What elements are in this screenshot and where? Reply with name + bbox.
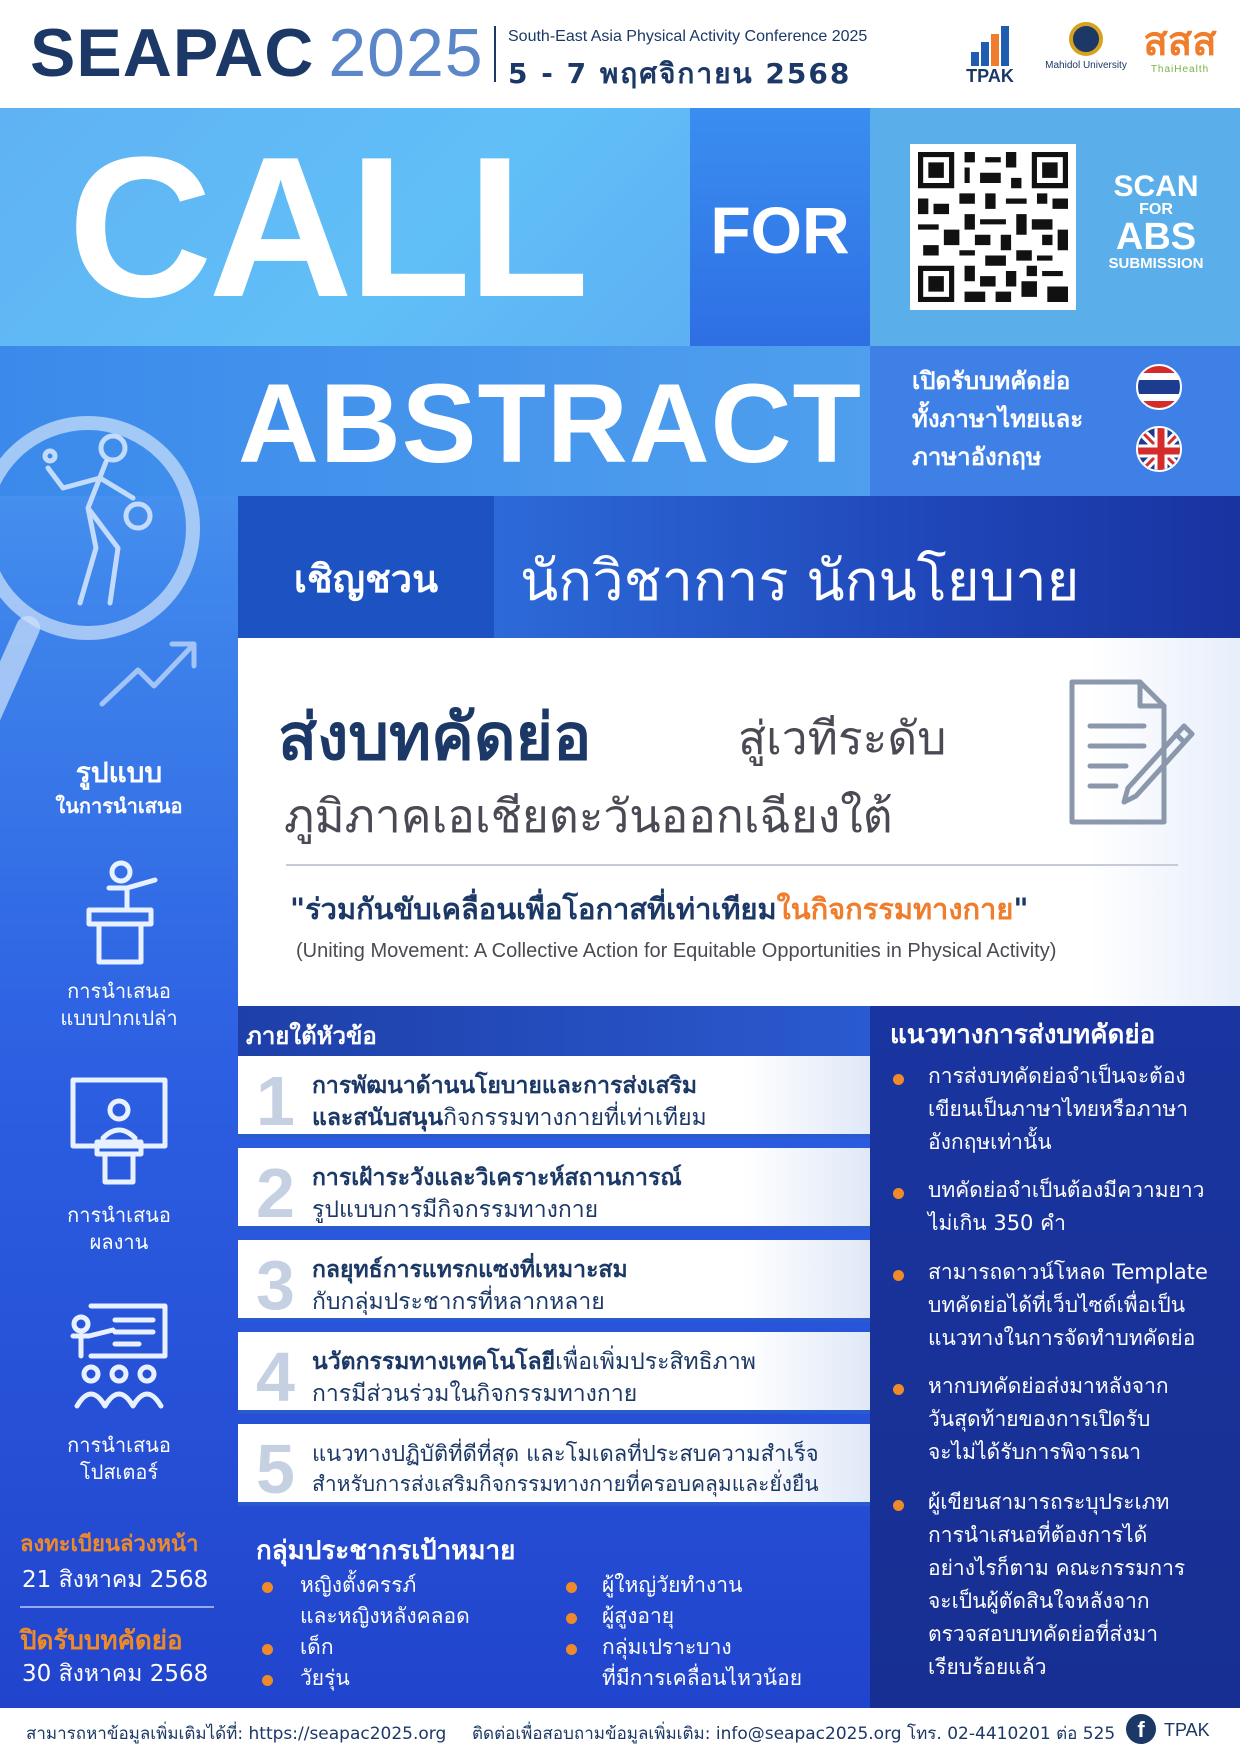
facebook-page-name[interactable]: TPAK (1164, 1720, 1210, 1740)
call-heading: CALL (68, 116, 586, 339)
topic-line1: แนวทางปฏิบัติที่ดีที่สุด และโมเดลที่ประสบความสำเร็จ (312, 1442, 819, 1467)
topic-line1: การพัฒนาด้านนโยบายและการส่งเสริม (312, 1073, 698, 1099)
qr-code-icon (918, 152, 1068, 302)
close-date: 30 สิงหาคม 2568 (22, 1661, 209, 1687)
bullet-dot (566, 1582, 577, 1593)
guideline-item-3: สามารถดาวน์โหลด Template บทคัดย่อได้ที่เว็บไซต์เพื่อเป็น แนวทางในการจัดทำบทคัดย่อ (928, 1260, 1208, 1350)
deadline-divider (20, 1606, 214, 1608)
qr-code[interactable] (910, 144, 1076, 310)
close-label: ปิดรับบทคัดย่อ (20, 1626, 183, 1656)
poster-audience-icon (69, 1302, 169, 1412)
footer-contact[interactable]: ติดต่อเพื่อสอบถามข้อมูลเพิ่มเติม: info@seapac2025.org โทร. 02-4410201 ต่อ 525 (472, 1724, 1116, 1744)
trend-arrow-icon (98, 636, 202, 708)
target-item: และหญิงหลังคลอด (300, 1604, 470, 1628)
headline-rest: สู่เวทีระดับ (738, 711, 947, 765)
topic-line2: สำหรับการส่งเสริมกิจกรรมทางกายที่ครอบคลุมและยั่งยืน (312, 1472, 819, 1496)
target-item: ผู้สูงอายุ (602, 1604, 675, 1628)
guidelines-title: แนวทางการส่งบทคัดย่อ (890, 1020, 1156, 1050)
facebook-icon[interactable]: f (1126, 1714, 1156, 1744)
formats-title: รูปแบบ ในการนำเสนอ (55, 756, 183, 818)
target-item: วัยรุ่น (300, 1666, 350, 1690)
bullet-dot (262, 1644, 273, 1655)
abstract-heading: ABSTRACT (238, 361, 862, 486)
target-item: เด็ก (300, 1635, 334, 1659)
guideline-item-1: การส่งบทคัดย่อจำเป็นจะต้อง เขียนเป็นภาษาไทยหรือภาษา อังกฤษเท่านั้น (928, 1064, 1189, 1154)
format-presentation-label: การนำเสนอ ผลงาน (67, 1203, 171, 1254)
headline-bold: ส่งบทคัดย่อ (278, 701, 592, 775)
thaihealth-logo: สสส ThaiHealth (1143, 20, 1217, 75)
uk-flag-icon (1136, 426, 1182, 472)
topic-line2: การมีส่วนร่วมในกิจกรรมทางกาย (312, 1381, 638, 1407)
bullet-dot (893, 1188, 904, 1199)
topic-number: 1 (256, 1062, 295, 1140)
registration-label: ลงทะเบียนล่วงหน้า (20, 1532, 199, 1557)
presenter-podium-icon (69, 858, 169, 968)
slogan-thai: "ร่วมกันขับเคลื่อนเพื่อโอกาสที่เท่าเทียมในกิจกรรมทางกาย" (290, 892, 1029, 926)
targets-title: กลุ่มประชากรเป้าหมาย (256, 1536, 516, 1566)
language-note: เปิดรับบทคัดย่อ ทั้งภาษาไทยและ ภาษาอังกฤษ (912, 367, 1084, 471)
topic-line1: การเฝ้าระวังและวิเคราะห์สถานการณ์ (312, 1165, 682, 1191)
format-oral-label: การนำเสนอ แบบปากเปล่า (60, 979, 178, 1030)
conference-name: South-East Asia Physical Activity Conference 2025 (508, 28, 868, 45)
topic-number: 5 (256, 1430, 295, 1508)
guideline-item-4: หากบทคัดย่อส่งมาหลังจาก วันสุดท้ายของการเปิดรับ จะไม่ได้รับการพิจารณา (928, 1374, 1169, 1464)
topic-number: 4 (256, 1338, 295, 1416)
conference-date: 5 - 7 พฤศจิกายน 2568 (508, 57, 852, 90)
screen-presenter-icon (69, 1076, 169, 1186)
bullet-dot (566, 1644, 577, 1655)
topics-title: ภายใต้หัวข้อ (246, 1022, 377, 1050)
invite-audience: นักวิชาการ นักนโยบาย (520, 549, 1080, 614)
topic-number: 3 (256, 1246, 295, 1324)
guideline-item-2: บทคัดย่อจำเป็นต้องมีความยาว ไม่เกิน 350 คำ (928, 1178, 1205, 1235)
topic-line2: กับกลุ่มประชากรที่หลากหลาย (312, 1289, 605, 1315)
mahidol-logo: Mahidol University (1043, 22, 1129, 92)
target-item: ที่มีการเคลื่อนไหวน้อย (602, 1666, 803, 1690)
footer-website[interactable]: สามารถหาข้อมูลเพิ่มเติมได้ที่: https://seapac2025.org (26, 1724, 447, 1744)
bullet-dot (893, 1074, 904, 1085)
format-poster-label: การนำเสนอ โปสเตอร์ (67, 1433, 171, 1484)
guideline-item-5: ผู้เขียนสามารถระบุประเภท การนำเสนอที่ต้องการได้ อย่างไรก็ตาม คณะกรรมการ จะเป็นผู้ตัดสินใจหลังจาก ตรวจสอบบทคัดย่อที่ส่งมา เรียบร้อยแล้ว (928, 1490, 1186, 1679)
thai-flag-icon (1136, 364, 1182, 410)
headline-divider (286, 864, 1178, 866)
bullet-dot (893, 1500, 904, 1511)
brand-logo: SEAPAC 2025 (30, 15, 484, 91)
topic-line2: และสนับสนุนกิจกรรมทางกายที่เท่าเทียม (312, 1105, 707, 1131)
topic-line2: รูปแบบการมีกิจกรรมทางกาย (312, 1197, 599, 1223)
registration-date: 21 สิงหาคม 2568 (22, 1567, 209, 1593)
target-item: ผู้ใหญ่วัยทำงาน (602, 1573, 743, 1597)
target-item: หญิงตั้งครรภ์ (300, 1573, 417, 1597)
headline-line2: ภูมิภาคเอเชียตะวันออกเฉียงใต้ (284, 789, 893, 843)
bullet-dot (893, 1384, 904, 1395)
topic-line1: นวัตกรรมทางเทคโนโลยีเพื่อเพิ่มประสิทธิภาพ (312, 1349, 756, 1375)
bullet-dot (566, 1613, 577, 1624)
target-item: กลุ่มเปราะบาง (602, 1635, 732, 1659)
document-pen-icon (1066, 676, 1198, 828)
topic-line1: กลยุทธ์การแทรกแซงที่เหมาะสม (312, 1257, 628, 1283)
bullet-dot (262, 1675, 273, 1686)
slogan-english: (Uniting Movement: A Collective Action for Equitable Opportunities in Physical Activity) (296, 940, 1057, 962)
topic-number: 2 (256, 1154, 295, 1232)
tpak-logo: TPAK (955, 22, 1025, 92)
scan-label: SCAN FOR ABS SUBMISSION (1108, 170, 1204, 272)
invite-label: เชิญชวน (293, 557, 439, 601)
bullet-dot (893, 1270, 904, 1281)
header-divider (494, 26, 496, 82)
bullet-dot (262, 1582, 273, 1593)
for-heading: FOR (710, 193, 850, 267)
